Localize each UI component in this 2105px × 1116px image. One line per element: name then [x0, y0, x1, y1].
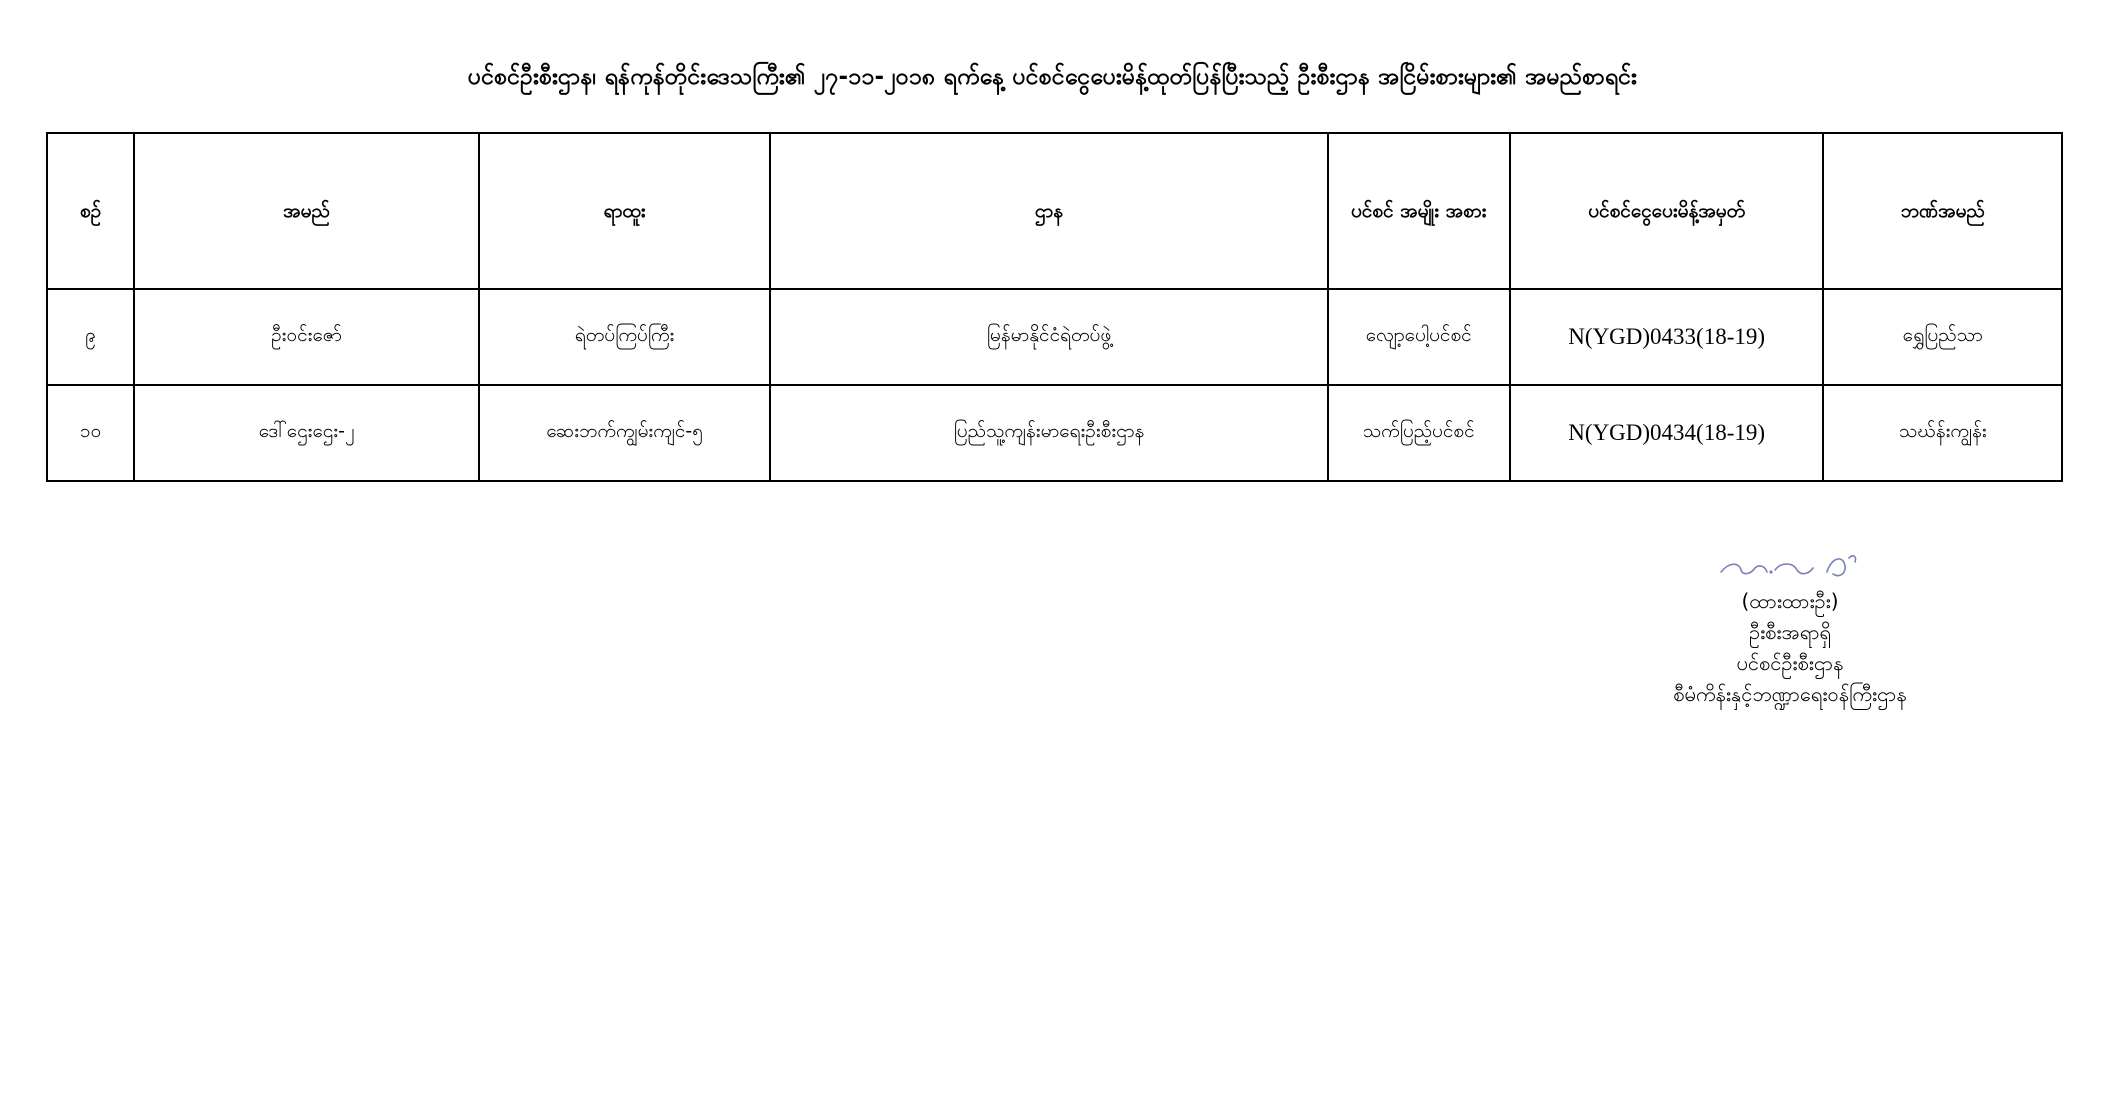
table-header-row: [47, 133, 2062, 289]
cell-department: ပြည်သူ့ကျန်းမာရေးဦးစီးဌာန: [770, 385, 1327, 481]
cell-rank: ရဲတပ်ကြပ်ကြီး: [479, 289, 771, 385]
signatory-position: ဦးစီးအရာရှိ: [1748, 620, 1832, 644]
signatory-department: ပင်စင်ဦးစီးဌာန: [1736, 651, 1844, 675]
table-row: [47, 385, 2062, 481]
cell-rank: ဆေးဘက်ကျွမ်းကျင်-၅: [479, 385, 771, 481]
cell-department: မြန်မာနိုင်ငံရဲတပ်ဖွဲ့: [770, 289, 1327, 385]
pension-table: [46, 132, 2063, 482]
cell-name: ဦးဝင်းဇော်: [134, 289, 479, 385]
header-name: အမည်: [134, 133, 479, 289]
signatory-name: (ထားထားဦး): [1741, 589, 1839, 613]
cell-pension-type: သက်ပြည့်ပင်စင်: [1328, 385, 1510, 481]
table-row: [47, 289, 2062, 385]
cell-serial: ၁၀: [47, 385, 134, 481]
header-bank-name: ဘဏ်အမည်: [1823, 133, 2062, 289]
cell-bank-name: ရွှေပြည်သာ: [1823, 289, 2062, 385]
cell-name: ဒေါ်ဌေးဌေး-၂: [134, 385, 479, 481]
cell-pension-order-number: N(YGD)0433(18-19): [1510, 289, 1824, 385]
cell-pension-order-number: N(YGD)0434(18-19): [1510, 385, 1824, 481]
header-pension-type: ပင်စင် အမျိုး အစား: [1328, 133, 1510, 289]
header-serial: စဉ်: [47, 133, 134, 289]
signatory-ministry: စီမံကိန်းနှင့်ဘဏ္ဍာရေးဝန်ကြီးဌာန: [1673, 682, 1907, 706]
header-rank: ရာထူး: [479, 133, 771, 289]
cell-pension-type: လျော့ပေါ့ပင်စင်: [1328, 289, 1510, 385]
header-department: ဌာန: [770, 133, 1327, 289]
cell-bank-name: သဃ်န်းကျွန်း: [1823, 385, 2062, 481]
cell-serial: ၉: [47, 289, 134, 385]
page-title: ပင်စင်ဦးစီးဌာန၊ ရန်ကုန်တိုင်းဒေသကြီး၏ ၂၇-၁၁-၂၀၁၈ ရက်နေ့ ပင်စင်ငွေပေးမိန့်ထုတ်ပြန်ပြီးသည့် ဦးစီးဌာန အငြိမ်းစားများ၏ အမည်စာရင်း: [467, 64, 1638, 90]
signature-block: [1560, 548, 2020, 710]
handwritten-signature: [1715, 548, 1865, 584]
header-pension-order-number: ပင်စင်ငွေပေးမိန့်အမှတ်: [1510, 133, 1824, 289]
